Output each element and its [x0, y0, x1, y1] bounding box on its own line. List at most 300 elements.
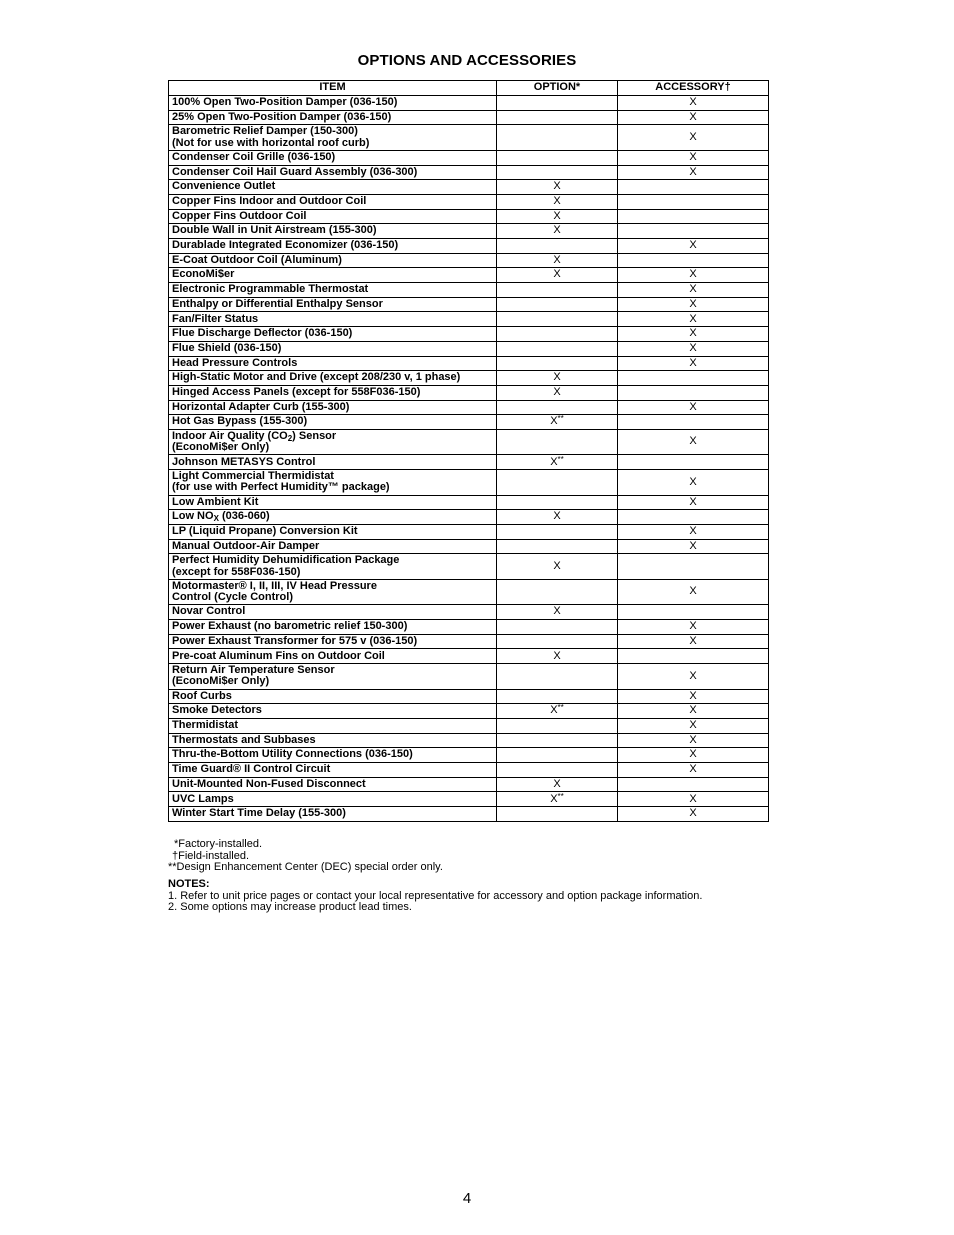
accessory-mark: X — [689, 634, 697, 647]
item-cell — [169, 180, 497, 195]
item-name: Copper Fins Indoor and Outdoor Coil — [172, 195, 367, 208]
accessory-cell — [618, 719, 769, 734]
item-name-part: Low NO — [172, 510, 214, 523]
accessory-mark: X — [689, 669, 697, 682]
note-2: 2. Some options may increase product lead times. — [168, 901, 412, 914]
item-cell — [169, 525, 497, 540]
accessory-mark: X — [689, 585, 697, 598]
accessory-mark: X — [689, 312, 697, 325]
accessory-cell — [618, 777, 769, 792]
option-cell — [497, 180, 618, 195]
accessory-cell — [618, 209, 769, 224]
accessory-cell — [618, 579, 769, 605]
table-row — [169, 689, 769, 704]
item-cell — [169, 253, 497, 268]
accessory-cell — [618, 283, 769, 298]
item-cell — [169, 605, 497, 620]
table-header-row — [169, 81, 769, 96]
item-name: Fan/Filter Status — [172, 312, 259, 325]
accessory-cell — [618, 371, 769, 386]
accessory-cell — [618, 96, 769, 111]
accessory-cell — [618, 748, 769, 763]
accessory-cell — [618, 180, 769, 195]
item-name: High-Static Motor and Drive (except 208/230 v, 1 phase) — [172, 371, 461, 384]
item-cell — [169, 763, 497, 778]
accessory-cell — [618, 429, 769, 455]
option-cell — [497, 224, 618, 239]
accessory-mark: X — [689, 327, 697, 340]
option-cell — [497, 605, 618, 620]
accessory-cell — [618, 150, 769, 165]
option-mark: X — [553, 253, 561, 266]
option-cell — [497, 429, 618, 455]
table-row — [169, 510, 769, 525]
table-row — [169, 429, 769, 455]
option-mark: X — [553, 268, 561, 281]
item-cell — [169, 110, 497, 125]
accessory-cell — [618, 415, 769, 430]
table-row — [169, 807, 769, 822]
option-cell — [497, 268, 618, 283]
footnote-field: †Field-installed. — [172, 849, 250, 862]
item-name: Hinged Access Panels (except for 558F036-150) — [172, 385, 421, 398]
accessory-cell — [618, 704, 769, 719]
item-cell — [169, 579, 497, 605]
item-cell — [169, 283, 497, 298]
accessory-cell — [618, 224, 769, 239]
accessory-cell — [618, 664, 769, 690]
accessory-mark: X — [689, 525, 697, 538]
accessory-mark: X — [689, 96, 697, 109]
item-name: Barometric Relief Damper (150-300) — [172, 125, 358, 138]
option-mark: X — [553, 510, 561, 523]
option-cell — [497, 664, 618, 690]
item-cell — [169, 224, 497, 239]
accessory-cell — [618, 554, 769, 580]
table-row — [169, 664, 769, 690]
option-mark: X — [550, 792, 558, 805]
option-cell — [497, 579, 618, 605]
option-mark: X — [553, 649, 561, 662]
option-cell — [497, 96, 618, 111]
accessory-cell — [618, 605, 769, 620]
accessory-cell — [618, 341, 769, 356]
accessory-cell — [618, 253, 769, 268]
accessory-mark: X — [689, 341, 697, 354]
accessory-cell — [618, 385, 769, 400]
item-name: Unit-Mounted Non-Fused Disconnect — [172, 777, 366, 790]
table-row — [169, 733, 769, 748]
item-name: Roof Curbs — [172, 689, 232, 702]
accessory-cell — [618, 525, 769, 540]
item-cell — [169, 807, 497, 822]
item-name: Thermidistat — [172, 719, 239, 732]
item-name: Thru-the-Bottom Utility Connections (036-150) — [172, 748, 413, 761]
accessory-mark: X — [689, 704, 697, 717]
accessory-mark: X — [689, 110, 697, 123]
item-name: Return Air Temperature Sensor — [172, 663, 335, 676]
item-subscript: 2 — [287, 433, 293, 443]
accessory-mark: X — [689, 495, 697, 508]
option-cell — [497, 763, 618, 778]
option-cell — [497, 554, 618, 580]
item-name: E-Coat Outdoor Coil (Aluminum) — [172, 253, 342, 266]
item-cell — [169, 327, 497, 342]
option-cell — [497, 385, 618, 400]
item-cell — [169, 194, 497, 209]
option-cell — [497, 415, 618, 430]
option-cell — [497, 327, 618, 342]
accessory-mark: X — [689, 283, 697, 296]
item-name: Head Pressure Controls — [172, 356, 298, 369]
dec-footnote-marker: ** — [557, 454, 564, 464]
item-cell — [169, 415, 497, 430]
option-cell — [497, 649, 618, 664]
table-row — [169, 224, 769, 239]
accessory-mark: X — [689, 297, 697, 310]
option-cell — [497, 748, 618, 763]
option-cell — [497, 371, 618, 386]
accessory-cell — [618, 649, 769, 664]
accessory-cell — [618, 400, 769, 415]
header-accessory: ACCESSORY† — [618, 81, 769, 96]
item-name: Flue Shield (036-150) — [172, 341, 282, 354]
table-row — [169, 400, 769, 415]
notes-section — [168, 879, 702, 914]
item-name: Power Exhaust Transformer for 575 v (036-150) — [172, 634, 418, 647]
table-row — [169, 579, 769, 605]
page-number: 4 — [462, 1190, 472, 1207]
item-name-line2: (Not for use with horizontal roof curb) — [172, 136, 370, 149]
option-mark: X — [550, 415, 558, 428]
item-name: Condenser Coil Grille (036-150) — [172, 150, 336, 163]
option-mark: X — [553, 209, 561, 222]
dec-footnote-marker: ** — [557, 703, 564, 713]
item-cell — [169, 495, 497, 510]
table-row — [169, 470, 769, 496]
item-cell — [169, 400, 497, 415]
option-cell — [497, 194, 618, 209]
page-title: OPTIONS AND ACCESSORIES — [357, 52, 577, 69]
table-row — [169, 704, 769, 719]
option-cell — [497, 209, 618, 224]
item-cell — [169, 620, 497, 635]
accessory-cell — [618, 495, 769, 510]
item-name: Flue Discharge Deflector (036-150) — [172, 327, 353, 340]
accessory-mark: X — [689, 807, 697, 820]
accessory-mark: X — [689, 435, 697, 448]
accessory-mark: X — [689, 733, 697, 746]
item-subscript: X — [213, 514, 219, 524]
option-cell — [497, 620, 618, 635]
accessory-mark: X — [689, 356, 697, 369]
item-name: Thermostats and Subbases — [172, 733, 316, 746]
table-row — [169, 371, 769, 386]
item-cell — [169, 554, 497, 580]
item-cell — [169, 96, 497, 111]
table-row — [169, 110, 769, 125]
item-cell — [169, 704, 497, 719]
accessory-mark: X — [689, 689, 697, 702]
option-cell — [497, 110, 618, 125]
option-cell — [497, 733, 618, 748]
item-name: Novar Control — [172, 605, 246, 618]
accessory-cell — [618, 356, 769, 371]
table-row — [169, 385, 769, 400]
table-body — [169, 96, 769, 822]
accessory-cell — [618, 312, 769, 327]
option-cell — [497, 704, 618, 719]
accessory-cell — [618, 470, 769, 496]
table-row — [169, 455, 769, 470]
footnotes — [168, 839, 443, 874]
option-mark: X — [550, 704, 558, 717]
accessory-mark: X — [689, 268, 697, 281]
accessory-mark: X — [689, 620, 697, 633]
item-cell — [169, 649, 497, 664]
accessory-mark: X — [689, 130, 697, 143]
item-cell — [169, 455, 497, 470]
table-row — [169, 649, 769, 664]
item-name: Durablade Integrated Economizer (036-150) — [172, 239, 399, 252]
item-name: EconoMi$er — [172, 268, 235, 281]
table-row — [169, 165, 769, 180]
option-cell — [497, 297, 618, 312]
table-row — [169, 539, 769, 554]
item-name-line2: (for use with Perfect Humidity™ package) — [172, 481, 390, 494]
accessory-mark: X — [689, 763, 697, 776]
accessory-cell — [618, 297, 769, 312]
accessory-mark: X — [689, 165, 697, 178]
item-cell — [169, 312, 497, 327]
accessory-cell — [618, 792, 769, 807]
table-row — [169, 209, 769, 224]
item-cell — [169, 341, 497, 356]
footnote-factory: *Factory-installed. — [174, 838, 263, 850]
item-name: Motormaster® I, II, III, IV Head Pressure — [172, 579, 377, 592]
item-cell — [169, 664, 497, 690]
option-cell — [497, 689, 618, 704]
option-cell — [497, 470, 618, 496]
item-name: Power Exhaust (no barometric relief 150-300) — [172, 620, 408, 633]
accessory-cell — [618, 327, 769, 342]
option-cell — [497, 807, 618, 822]
accessory-cell — [618, 239, 769, 254]
item-name: Perfect Humidity Dehumidification Package — [172, 554, 400, 567]
item-cell — [169, 689, 497, 704]
accessory-cell — [618, 807, 769, 822]
item-name-part: (036-060) — [218, 510, 270, 523]
accessory-cell — [618, 268, 769, 283]
item-name: 25% Open Two-Position Damper (036-150) — [172, 110, 392, 123]
item-cell — [169, 719, 497, 734]
item-cell — [169, 239, 497, 254]
item-cell — [169, 165, 497, 180]
accessory-mark: X — [689, 150, 697, 163]
option-cell — [497, 253, 618, 268]
item-name: Light Commercial Thermidistat — [172, 469, 334, 482]
item-cell — [169, 733, 497, 748]
item-name-line2: (EconoMi$er Only) — [172, 441, 270, 454]
item-cell — [169, 209, 497, 224]
item-name: Pre-coat Aluminum Fins on Outdoor Coil — [172, 649, 385, 662]
option-cell — [497, 400, 618, 415]
item-cell — [169, 356, 497, 371]
table-row — [169, 268, 769, 283]
item-cell — [169, 792, 497, 807]
item-cell — [169, 150, 497, 165]
option-cell — [497, 341, 618, 356]
item-name: Low Ambient Kit — [172, 495, 259, 508]
accessory-cell — [618, 689, 769, 704]
table-row — [169, 356, 769, 371]
item-name: Time Guard® II Control Circuit — [172, 763, 331, 776]
table-row — [169, 312, 769, 327]
accessory-cell — [618, 110, 769, 125]
table-row — [169, 180, 769, 195]
table-row — [169, 283, 769, 298]
item-name: Smoke Detectors — [172, 704, 262, 717]
item-name-line2: (EconoMi$er Only) — [172, 675, 270, 688]
table-row — [169, 253, 769, 268]
table-row — [169, 634, 769, 649]
item-cell — [169, 385, 497, 400]
item-name: 100% Open Two-Position Damper (036-150) — [172, 96, 398, 109]
option-cell — [497, 312, 618, 327]
item-name-line2: (except for 558F036-150) — [172, 565, 301, 578]
item-cell — [169, 634, 497, 649]
table-row — [169, 777, 769, 792]
option-mark: X — [553, 180, 561, 193]
item-name: Electronic Programmable Thermostat — [172, 283, 369, 296]
option-mark: X — [550, 455, 558, 468]
table-row — [169, 620, 769, 635]
accessory-cell — [618, 620, 769, 635]
option-cell — [497, 455, 618, 470]
option-cell — [497, 539, 618, 554]
item-cell — [169, 125, 497, 151]
accessory-mark: X — [689, 239, 697, 252]
option-cell — [497, 283, 618, 298]
accessory-mark: X — [689, 475, 697, 488]
option-mark: X — [553, 224, 561, 237]
item-name — [172, 511, 493, 523]
table-row — [169, 96, 769, 111]
table-row — [169, 327, 769, 342]
item-name-part: ) Sensor — [292, 429, 337, 442]
option-cell — [497, 719, 618, 734]
dec-footnote-marker: ** — [557, 414, 564, 424]
item-cell — [169, 510, 497, 525]
option-cell — [497, 792, 618, 807]
item-cell — [169, 777, 497, 792]
accessory-cell — [618, 733, 769, 748]
accessory-mark: X — [689, 792, 697, 805]
item-name: Johnson METASYS Control — [172, 455, 316, 468]
item-name-line2: Control (Cycle Control) — [172, 591, 293, 604]
table-row — [169, 748, 769, 763]
item-name: Winter Start Time Delay (155-300) — [172, 807, 346, 820]
item-name: Horizontal Adapter Curb (155-300) — [172, 400, 350, 413]
table-row — [169, 297, 769, 312]
item-cell — [169, 371, 497, 386]
option-cell — [497, 525, 618, 540]
item-name: Copper Fins Outdoor Coil — [172, 209, 307, 222]
option-cell — [497, 125, 618, 151]
table-row — [169, 605, 769, 620]
table-row — [169, 125, 769, 151]
table-row — [169, 415, 769, 430]
table-row — [169, 525, 769, 540]
accessory-cell — [618, 455, 769, 470]
option-mark: X — [553, 559, 561, 572]
option-mark: X — [553, 371, 561, 384]
item-name: Condenser Coil Hail Guard Assembly (036-300) — [172, 165, 418, 178]
option-cell — [497, 165, 618, 180]
option-cell — [497, 510, 618, 525]
table-row — [169, 554, 769, 580]
accessory-cell — [618, 510, 769, 525]
item-name: Enthalpy or Differential Enthalpy Sensor — [172, 297, 383, 310]
accessory-cell — [618, 165, 769, 180]
accessory-cell — [618, 634, 769, 649]
options-accessories-table — [168, 80, 769, 822]
table-row — [169, 194, 769, 209]
item-cell — [169, 748, 497, 763]
item-cell — [169, 297, 497, 312]
item-cell — [169, 539, 497, 554]
option-cell — [497, 356, 618, 371]
header-option: OPTION* — [497, 81, 618, 96]
item-name-part: Indoor Air Quality (CO — [172, 429, 288, 442]
table-row — [169, 239, 769, 254]
item-name: LP (Liquid Propane) Conversion Kit — [172, 525, 358, 538]
dec-footnote-marker: ** — [557, 791, 564, 801]
option-cell — [497, 495, 618, 510]
item-name: UVC Lamps — [172, 792, 234, 805]
option-mark: X — [553, 195, 561, 208]
table-row — [169, 341, 769, 356]
accessory-mark: X — [689, 400, 697, 413]
item-name: Convenience Outlet — [172, 180, 276, 193]
option-cell — [497, 239, 618, 254]
item-cell — [169, 429, 497, 455]
option-mark: X — [553, 385, 561, 398]
table-row — [169, 719, 769, 734]
note-1: 1. Refer to unit price pages or contact your local representative for accessory and option package information. — [168, 889, 703, 902]
table-row — [169, 495, 769, 510]
accessory-mark: X — [689, 719, 697, 732]
accessory-cell — [618, 539, 769, 554]
table-row — [169, 150, 769, 165]
item-cell — [169, 470, 497, 496]
item-cell — [169, 268, 497, 283]
table-row — [169, 763, 769, 778]
footnote-dec: **Design Enhancement Center (DEC) special order only. — [168, 861, 443, 874]
option-mark: X — [553, 777, 561, 790]
notes-heading: NOTES: — [168, 878, 210, 890]
item-name: Manual Outdoor-Air Damper — [172, 539, 320, 552]
table-row — [169, 792, 769, 807]
item-name: Double Wall in Unit Airstream (155-300) — [172, 224, 377, 237]
accessory-cell — [618, 125, 769, 151]
header-item: ITEM — [169, 81, 497, 96]
option-cell — [497, 634, 618, 649]
option-mark: X — [553, 605, 561, 618]
item-name: Hot Gas Bypass (155-300) — [172, 415, 308, 428]
option-cell — [497, 150, 618, 165]
accessory-mark: X — [689, 539, 697, 552]
